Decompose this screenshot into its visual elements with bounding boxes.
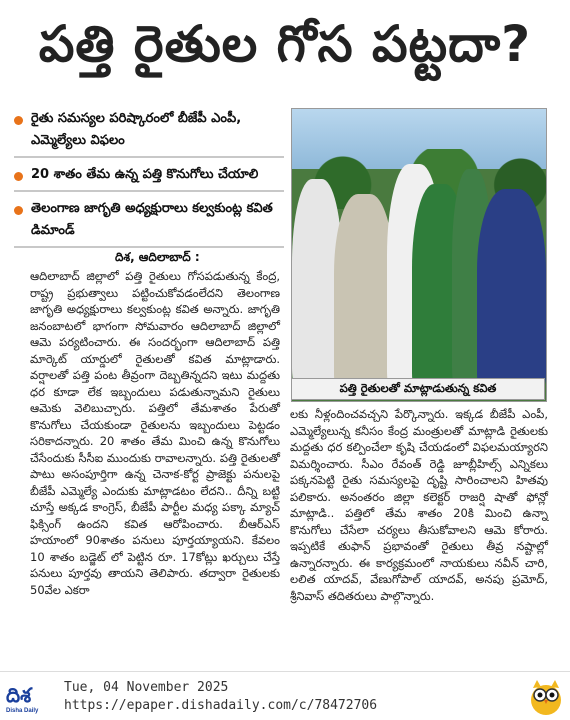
logo-subtext: Disha Daily [6, 708, 39, 714]
article-headline: పత్తి రైతుల గోస పట్టదా? [38, 14, 532, 73]
dateline: దిశ, ఆదిలాబాద్ : [115, 250, 200, 264]
summary-bullet [14, 198, 284, 248]
photo-caption: పత్తి రైతులతో మాట్లాడుతున్న కవిత [291, 378, 545, 400]
summary-bullets [14, 108, 284, 254]
news-photo [291, 108, 547, 402]
photo-person [477, 189, 546, 394]
epaper-url[interactable]: https://epaper.dishadaily.com/c/78472706 [64, 698, 378, 713]
summary-bullet-text: తెలంగాణ జాగృతి అధ్యక్షురాలు కల్వకుంట్ల కవిత డిమాండ్ [31, 201, 273, 238]
owl-mascot-icon [528, 676, 564, 716]
summary-bullet-text: రైతు సమస్యల పరిష్కారంలో బీజేపీ ఎంపీ, ఎమ్మెల్యేలు విఫలం [31, 111, 242, 148]
photo-person [334, 194, 394, 394]
summary-bullet [14, 164, 284, 192]
publisher-logo [6, 683, 52, 714]
summary-bullet [14, 108, 284, 158]
article-body-right-column: లకు నీళ్లందించవచ్చని పేర్కొన్నారు. ఇక్కడ బీజేపీ ఎంపీ, ఎమ్మెల్యేలున్న కనీసం కేంద్ర మంత్రులతో మాట్లాడి రైతులకు మద్దతు ధర కల్పించేలా కృషి చేయడంలో విఫలమయ్యారని విమర్శించారు. సీఎం రేవంత్ రెడ్డి జూబ్లీహిల్స్ ఎన్నికలు పక్కనపెట్టి రైతు సమస్యలపై దృష్టి సారించాలని హితవు పలికారు. అనంతరం జిల్లా కలెక్టర్ రాజర్షి షాతో ఫోన్లో మాట్లాడి.. పత్తిలో తేమ శాతం 20కి మించి ఉన్నా కొనుగోలు చేసేలా చర్యలు తీసుకోవాలని ఆమె కోరారు. ఇప్పటికే తుఫాన్ ప్రభావంతో రైతులు తీవ్ర నష్టాల్లో ఉన్నారన్నారు. ఈ కార్యక్రమంలో నాయకులు నవీన్ చారి, లలిత యాదవ్, వేణుగోపాల్ యాదవ్, అనపు ప్రమోద్, శ్రీనివాస్ తదితరులు పాల్గొన్నారు. [290, 407, 552, 603]
article-body-left-column: ఆదిలాబాద్ జిల్లాలో పత్తి రైతులు గోసపడుతున్న కేంద్ర, రాష్ట్ర ప్రభుత్వాలు పట్టించుకోవడంలేదని తెలంగాణ జాగృతి అధ్యక్షురాలు కల్వకుంట్ల కవిత అన్నారు. జాగృతి జనంబాటలో భాగంగా సోమవారం ఆదిలాబాద్ జిల్లాలో ఆమె పర్యటించారు. ఈ సందర్భంగా ఆదిలాబాద్ పత్తి మార్కెట్ యార్డులో రైతులతో కవిత మాట్లాడారు. వర్షాలతో పత్తి పంట తీవ్రంగా దెబ్బతిన్నదని ఇటు మద్దతు ధర కూడా లేక ఇబ్బందులు పడుతున్నామని రైతులు ఆమెకు వెలిబుచ్చారు. పత్తిలో తేమశాతం పేరుతో కొనుగోలు చేయకుండా రైతులను ఇబ్బందులు పెట్టడం సరికాదన్నారు. 20 శాతం తేమ మించి ఉన్న కొనుగోలు చేసేందుకు సీసీఐ ముందుకు రావాలన్నారు. పత్తి రైతులతో పాటు అసంపూర్తిగా ఉన్న చెనాక-కోర్ట ప్రాజెక్టు పనులపై బీజేపీ ఎమ్మెల్యే ఎందుకు మాట్లాడటం లేదని.. దీన్ని బట్టి చూస్తే అక్కడ కాంగ్రెస్, బీజేపీ పార్టీల మధ్య పక్కా మ్యాచ్ ఫిక్సింగ్ ఉందని కవిత ఆరోపించారు. బీఆర్ఎస్ హయాంలో 90శాతం పనులు పూర్తయ్యాయని. కేవలం 10 శాతం బడ్జెట్ లో పెట్టిన రూ. 17కోట్లు ఖర్చులు చేస్తే పనులు పూర్తవు తాయని తెలిపారు. తద్వారా రైతులకు 50వేల ఎకరా [30, 269, 284, 597]
logo-text: దిశ [6, 683, 32, 707]
summary-bullet-text: 20 శాతం తేమ ఉన్న పత్తి కొనుగోలు చేయాలి [31, 167, 259, 182]
bullet-dot-icon [14, 116, 23, 125]
bullet-dot-icon [14, 172, 23, 181]
bullet-dot-icon [14, 206, 23, 215]
publication-date: Tue, 04 November 2025 [64, 680, 229, 695]
